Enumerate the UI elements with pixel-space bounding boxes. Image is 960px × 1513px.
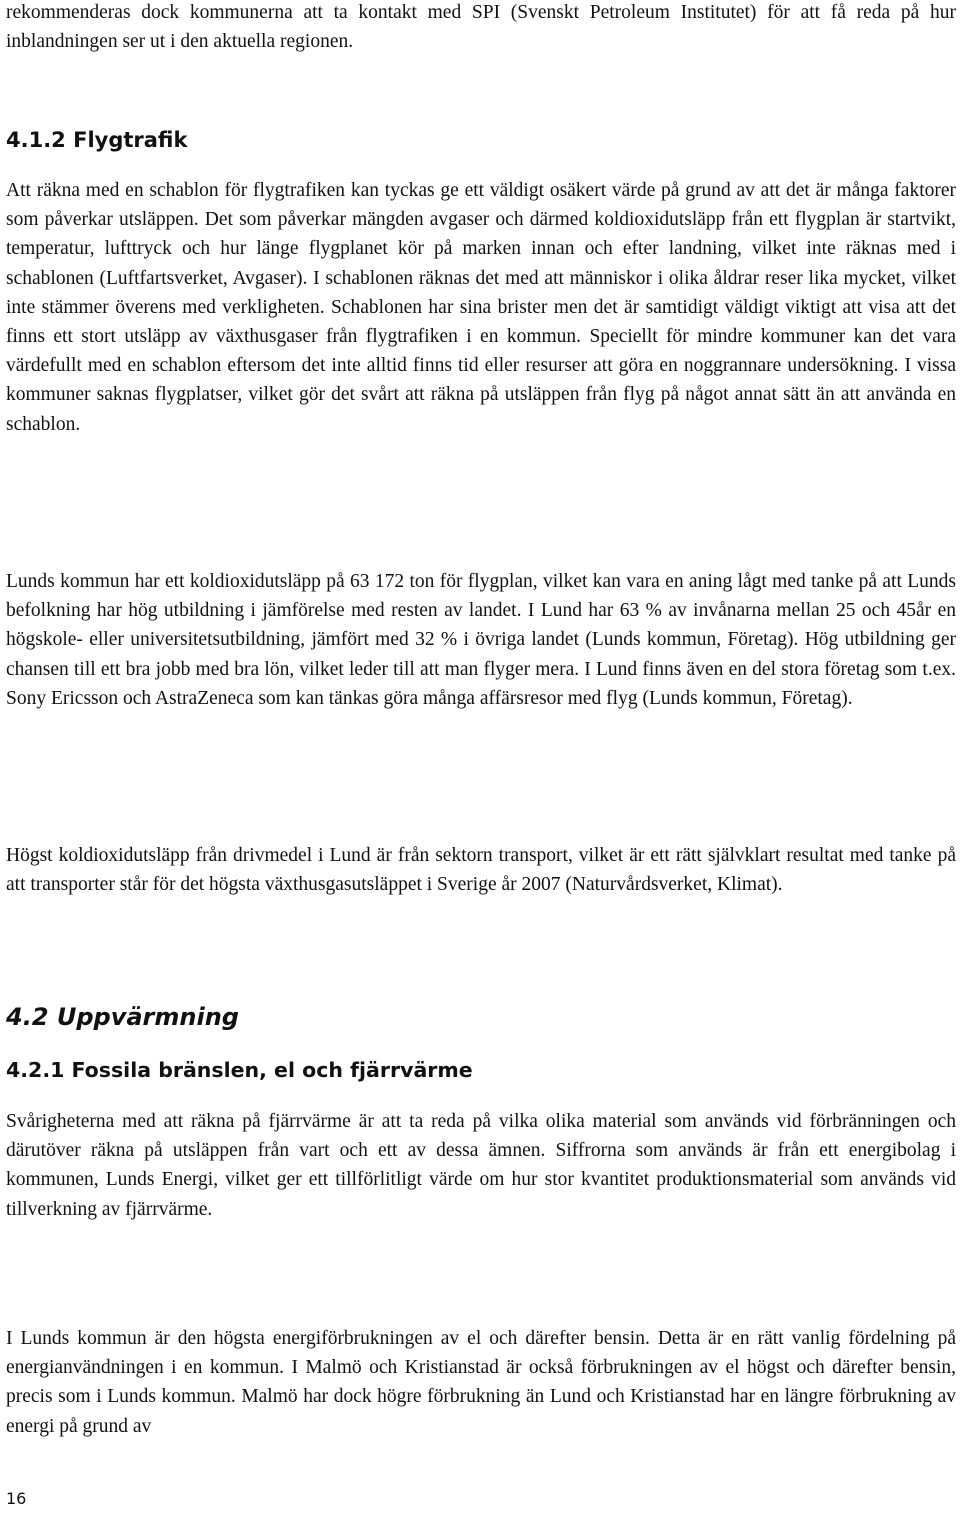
paragraph-fjarrvarme-2: I Lunds kommun är den högsta energiförbrukningen av el och därefter bensin. Detta är en rätt vanlig fördelning på energianvändningen i en kommun. I Malmö och Kristianstad är också förbrukningen av el högst och därefter bensin, precis som i Lunds kommun. Malmö har dock högre förbrukning än Lund och Kristianstad har en längre förbrukning av energi på grund av [6,1328,956,1437]
heading-uppvarmning: 4.2 Uppvärmning [6,1003,239,1031]
paragraph-flygtrafik-2: Lunds kommun har ett koldioxidutsläpp på 63 172 ton för flygplan, vilket kan vara en aning lågt med tanke på att Lunds befolkning har hög utbildning i jämförelse med resten av landet. I Lund har 63 % av invånarna mellan 25 och 45år en högskole- eller universitetsutbildning, jämfört med 32 % i övriga landet (Lunds kommun, Företag). Hög utbildning ger chansen till ett bra jobb med bra lön, vilket leder till att man flyger mera. I Lund finns även en del stora företag som t.ex. Sony Ericsson och AstraZeneca som kan tänkas göra många affärsresor med flyg (Lunds kommun, Företag). [6,571,956,709]
paragraph-flygtrafik-1: Att räkna med en schablon för flygtrafiken kan tyckas ge ett väldigt osäkert värde på grund av att det är många faktorer som påverkar utsläppen. Det som påverkar mängden avgaser och därmed koldioxidutsläpp från ett flygplan är startvikt, temperatur, lufttryck och hur länge flygplanet kör på marken innan och efter landning, vilket inte räknas med i schablonen (Luftfartsverket, Avgaser). I schablonen räknas det med att människor i olika åldrar reser lika mycket, vilket inte stämmer överens med verkligheten. Schablonen har sina brister men det är samtidigt väldigt viktigt att visa att det finns ett stort utsläpp av växthusgaser från flygtrafiken i en kommun. Speciellt för mindre kommuner kan det vara värdefullt med en schablon eftersom det inte alltid finns tid eller resurser att göra en noggrannare undersökning. I vissa kommuner saknas flygplatser, vilket gör det svårt att räkna på utsläppen från flyg på något annat sätt än att använda en schablon. [6,180,956,435]
page-number: 16 [6,1489,27,1508]
paragraph-intro-continued: rekommenderas dock kommunerna att ta kontakt med SPI (Svenskt Petroleum Institutet) för att få reda på hur inblandningen ser ut i den aktuella regionen. [6,2,956,53]
heading-flygtrafik: 4.1.2 Flygtrafik [6,128,188,152]
paragraph-flygtrafik-3: Högst koldioxidutsläpp från drivmedel i Lund är från sektorn transport, vilket är ett rätt självklart resultat med tanke på att transporter står för det högsta växthusgasutsläppet i Sverige år 2007 (Naturvårdsverket, Klimat). [6,845,956,896]
paragraph-fjarrvarme-1: Svårigheterna med att räkna på fjärrvärme är att ta reda på vilka olika material som används vid förbränningen och därutöver räkna på utsläppen från vart och ett av dessa ämnen. Siffrorna som används är från ett energibolag i kommunen, Lunds Energi, vilket ger ett tillförlitligt värde om hur stor kvantitet produktionsmaterial som används vid tillverkning av fjärrvärme. [6,1111,956,1220]
heading-fossila-bransle: 4.2.1 Fossila bränslen, el och fjärrvärme [6,1058,473,1082]
